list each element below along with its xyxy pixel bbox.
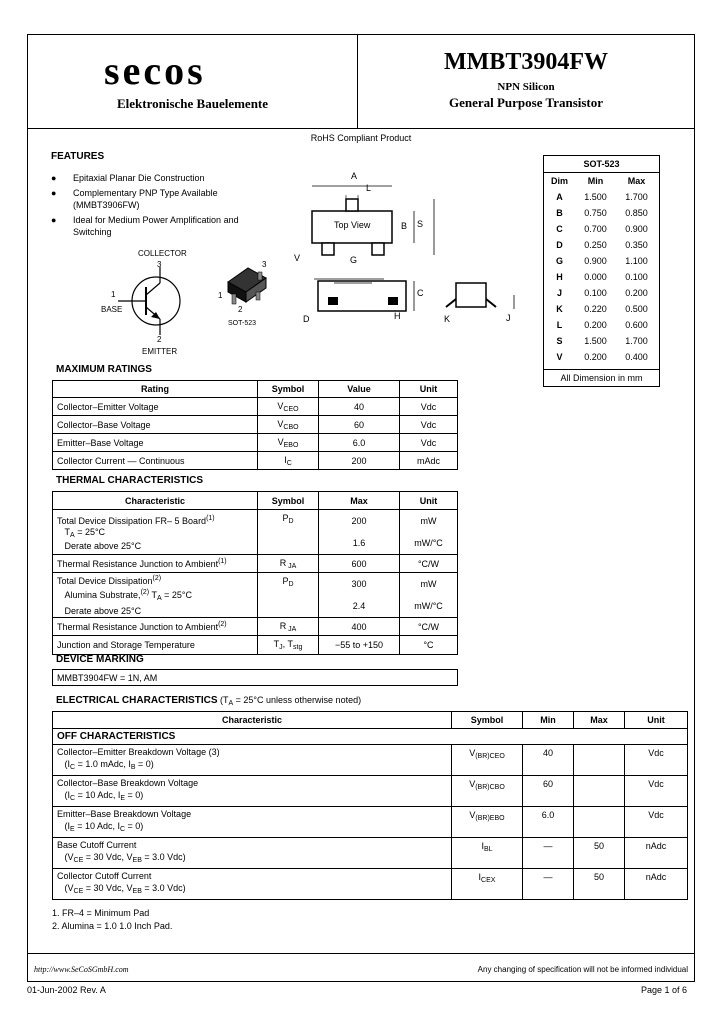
table-header-row — [53, 492, 458, 510]
subtitle-general: General Purpose Transistor — [448, 95, 604, 110]
secos-logo: secos — [104, 48, 206, 93]
npn-transistor-symbol-icon — [118, 267, 188, 335]
dim-label-g: G — [350, 255, 358, 265]
sub: EBO — [283, 441, 299, 449]
table-row — [53, 776, 688, 807]
text: mW/°C — [414, 601, 443, 611]
pkg-pin1: 1 — [218, 291, 223, 300]
max-cell: 0.100 — [625, 272, 648, 282]
table-row — [544, 221, 657, 237]
text: 300 — [351, 579, 367, 589]
min-cell: — — [523, 838, 574, 869]
unit-cell: nAdc — [625, 838, 688, 869]
max-cell — [574, 776, 625, 807]
sub: B — [130, 764, 136, 771]
device-marking-title: DEVICE MARKING — [56, 654, 144, 665]
table-row — [53, 452, 458, 470]
dim-label-l: L — [366, 183, 372, 193]
text: Thermal Resistance Junction to Ambient — [57, 559, 219, 569]
pkg-pin2: 2 — [238, 305, 243, 314]
text: (I — [64, 821, 71, 831]
max-ratings-table — [52, 380, 458, 470]
rohs-label: RoHS Compliant Product — [310, 133, 412, 143]
text: V — [469, 810, 476, 820]
sot523-footer: All Dimension in mm — [544, 369, 659, 386]
device-marking-box: MMBT3904FW = 1N, AM — [52, 669, 458, 686]
features-list — [51, 172, 271, 242]
dim-cell: H — [556, 272, 563, 282]
header-right — [358, 35, 694, 129]
table-row — [53, 510, 458, 555]
dim-label-k: K — [444, 314, 451, 324]
text: = 0) — [135, 759, 154, 769]
table-row — [53, 745, 688, 776]
dim-cell: K — [556, 304, 563, 314]
min-cell: 0.000 — [584, 272, 607, 282]
top-view-label: Top View — [334, 220, 371, 230]
dim-cell: L — [556, 320, 563, 330]
text: (I — [64, 759, 71, 769]
table-row — [53, 618, 458, 636]
text: , T — [282, 639, 293, 649]
col-rating: Rating — [53, 381, 258, 398]
text: V — [469, 748, 476, 758]
col-unit: Unit — [625, 712, 688, 729]
min-cell: 40 — [523, 745, 574, 776]
symbol-cell — [258, 452, 319, 470]
table-row — [544, 253, 657, 269]
sub: C — [70, 795, 76, 802]
text: = 25°C — [74, 526, 106, 537]
text: Collector–Emitter Breakdown Voltage (3) — [57, 747, 220, 757]
text: = 25°C — [161, 590, 193, 600]
feature-item: Switching — [73, 227, 112, 237]
min-cell: 0.200 — [584, 320, 607, 330]
sub: C — [70, 764, 76, 771]
symbol-cell — [452, 869, 523, 900]
col-dim: Dim — [550, 176, 568, 186]
dim-label-s: S — [417, 219, 424, 229]
thermal-char-2 — [53, 555, 258, 573]
text: 1.6 — [352, 538, 366, 548]
text: (V — [64, 852, 74, 862]
electrical-title-line — [56, 695, 361, 707]
sub: C — [286, 459, 292, 467]
min-cell: 1.500 — [584, 192, 607, 202]
table-row — [544, 317, 657, 333]
unit-cell: Vdc — [400, 434, 458, 452]
thermal-max-4: 400 — [319, 618, 400, 636]
feature-item: Ideal for Medium Power Amplification and — [73, 215, 239, 225]
table-header-row — [53, 381, 458, 398]
max-ratings-title: MAXIMUM RATINGS — [56, 364, 152, 375]
footer-page: Page 1 of 6 — [641, 985, 688, 995]
min-cell: 0.100 — [584, 288, 607, 298]
text: = 10 Adc, I — [75, 790, 121, 800]
sub: (BR)CEO — [475, 753, 505, 760]
max-cell — [574, 807, 625, 838]
table-row — [53, 869, 688, 900]
sub: BL — [483, 846, 493, 853]
pkg-pin3: 3 — [262, 260, 267, 269]
symbol-cell — [258, 434, 319, 452]
unit-cell: Vdc — [400, 416, 458, 434]
table-row — [53, 434, 458, 452]
table-row — [53, 573, 458, 618]
text: Thermal Resistance Junction to Ambient — [57, 622, 219, 632]
text: I — [478, 872, 482, 882]
col-unit: Unit — [400, 492, 458, 510]
sub: CE — [73, 888, 84, 895]
table-row — [53, 807, 688, 838]
max-cell: 50 — [574, 838, 625, 869]
value-cell: 200 — [319, 452, 400, 470]
dim-label-v: V — [294, 253, 301, 263]
symbol-cell — [452, 838, 523, 869]
bullet-icon: ● — [51, 188, 57, 198]
table-row — [544, 189, 657, 205]
sub: D — [288, 518, 294, 525]
footer-divider — [28, 953, 694, 954]
off-characteristics-title: OFF CHARACTERISTICS — [53, 729, 688, 745]
text: P — [282, 513, 289, 523]
col-unit: Unit — [400, 381, 458, 398]
sub: CBO — [283, 423, 299, 431]
dim-label-d: D — [303, 314, 310, 324]
thermal-title: THERMAL CHARACTERISTICS — [56, 475, 204, 486]
table-row — [53, 555, 458, 573]
min-cell: — — [523, 869, 574, 900]
text: (V — [64, 883, 74, 893]
text: Alumina Substrate, — [64, 590, 141, 600]
table-row — [544, 205, 657, 221]
symbol-cell — [452, 745, 523, 776]
symbol-cell — [452, 776, 523, 807]
min-cell: 0.700 — [584, 224, 607, 234]
text: 200 — [351, 516, 367, 526]
sub: CE — [73, 857, 84, 864]
text: Derate above 25°C — [64, 606, 142, 616]
thermal-char-4 — [53, 618, 258, 636]
characteristic-cell — [53, 838, 452, 869]
col-symbol: Symbol — [258, 492, 319, 510]
sub: D — [288, 581, 294, 588]
col-symbol: Symbol — [452, 712, 523, 729]
sot523-table — [544, 173, 657, 365]
max-cell: 1.100 — [625, 256, 648, 266]
sub: A — [228, 700, 234, 707]
thermal-unit-4: °C/W — [400, 618, 458, 636]
dim-cell: J — [556, 288, 562, 298]
text: I — [481, 841, 484, 851]
min-cell: 0.250 — [584, 240, 607, 250]
sub: JA — [286, 625, 297, 633]
bullet-icon: ● — [51, 215, 57, 225]
thermal-sym-2 — [258, 555, 319, 573]
table-row — [544, 237, 657, 253]
dim-label-c: C — [417, 288, 424, 298]
sup: (2) — [152, 575, 162, 582]
emitter-label: EMITTER — [142, 347, 178, 356]
table-header-row — [544, 173, 657, 189]
text: V — [277, 436, 284, 447]
thermal-max-2: 600 — [319, 555, 400, 573]
sub: CEX — [481, 877, 496, 884]
text: Derate above 25°C — [64, 540, 142, 551]
table-row — [53, 398, 458, 416]
note-2: 2. Alumina = 1.0 1.0 Inch Pad. — [52, 921, 173, 931]
company-name: Elektronische Bauelemente — [116, 96, 269, 111]
table-row — [53, 838, 688, 869]
col-characteristic: Characteristic — [53, 492, 258, 510]
thermal-sym-5 — [258, 636, 319, 655]
symbol-cell — [452, 807, 523, 838]
min-cell: 0.200 — [584, 352, 607, 362]
max-cell: 0.900 — [625, 224, 648, 234]
max-cell: 1.700 — [625, 192, 648, 202]
thermal-char-3 — [53, 573, 258, 618]
text: = 0) — [125, 790, 144, 800]
rating-cell: Collector–Base Voltage — [53, 416, 258, 434]
max-cell: 0.350 — [625, 240, 648, 250]
text: = 0) — [125, 821, 144, 831]
collector-label: COLLECTOR — [138, 249, 187, 258]
section-row — [53, 729, 688, 745]
symbol-cell — [258, 416, 319, 434]
thermal-max-5: −55 to +150 — [319, 636, 400, 655]
min-cell: 1.500 — [584, 336, 607, 346]
text: 2.4 — [352, 601, 366, 611]
thermal-unit-3 — [400, 573, 458, 618]
unit-cell: nAdc — [625, 869, 688, 900]
text: mW — [420, 516, 437, 526]
sub: (BR)EBO — [475, 815, 505, 822]
sot523-title: SOT-523 — [544, 156, 659, 173]
sot523-package-icon — [218, 260, 278, 320]
sub: (BR)CBO — [475, 784, 505, 791]
text: Collector–Base Breakdown Voltage — [57, 778, 199, 788]
table-row — [544, 349, 657, 365]
text: V — [277, 400, 284, 411]
base-label: BASE — [101, 305, 123, 314]
text: Emitter–Base Breakdown Voltage — [57, 809, 192, 819]
text: R — [279, 557, 287, 568]
sup: (2) — [140, 589, 150, 596]
sub: stg — [293, 644, 303, 651]
max-cell: 0.850 — [625, 208, 648, 218]
sup: (1) — [206, 514, 215, 522]
feature-item: Epitaxial Planar Die Construction — [73, 173, 205, 183]
text: V — [469, 779, 476, 789]
dim-cell: V — [556, 352, 563, 362]
thermal-unit-2: °C/W — [400, 555, 458, 573]
rating-cell: Collector–Emitter Voltage — [53, 398, 258, 416]
text: = 30 Vdc, V — [83, 852, 133, 862]
thermal-char-1 — [53, 510, 258, 555]
col-min: Min — [523, 712, 574, 729]
max-cell: 50 — [574, 869, 625, 900]
sub: A — [70, 531, 75, 539]
value-cell: 40 — [319, 398, 400, 416]
thermal-sym-1 — [258, 510, 319, 555]
col-min: Min — [587, 176, 604, 186]
features-title: FEATURES — [51, 151, 105, 162]
text: = 30 Vdc, V — [83, 883, 133, 893]
part-number: MMBT3904FW — [444, 49, 608, 75]
text: mW/°C — [414, 538, 443, 548]
unit-cell: Vdc — [625, 745, 688, 776]
min-cell: 0.900 — [584, 256, 607, 266]
text: = 3.0 Vdc) — [141, 852, 186, 862]
max-cell: 0.600 — [625, 320, 648, 330]
thermal-max-1 — [319, 510, 400, 555]
thermal-unit-5: °C — [400, 636, 458, 655]
note-1: 1. FR–4 = Minimum Pad — [52, 908, 150, 918]
dim-cell: C — [556, 224, 563, 234]
sub: CEO — [283, 405, 299, 413]
feature-item: Complementary PNP Type Available — [73, 188, 218, 198]
dim-cell: B — [556, 208, 563, 218]
electrical-table — [52, 711, 688, 900]
max-cell: 0.200 — [625, 288, 648, 298]
characteristic-cell — [53, 776, 452, 807]
sot523-table-box — [543, 155, 660, 387]
dim-cell: G — [555, 256, 563, 266]
text: I — [284, 454, 287, 465]
header-left — [28, 35, 358, 129]
thermal-sym-4 — [258, 618, 319, 636]
subtitle-npn: NPN Silicon — [497, 81, 555, 93]
max-cell: 0.400 — [625, 352, 648, 362]
pkg-caption: SOT-523 — [228, 320, 257, 327]
footer-notice: Any changing of specification will not be informed individual — [477, 965, 688, 974]
pin1-label: 1 — [111, 290, 116, 299]
table-row — [53, 416, 458, 434]
dim-label-b: B — [401, 221, 408, 231]
table-row — [544, 301, 657, 317]
col-symbol: Symbol — [258, 381, 319, 398]
table-row — [544, 285, 657, 301]
thermal-max-3 — [319, 573, 400, 618]
dim-label-a: A — [351, 171, 358, 181]
unit-cell: mAdc — [400, 452, 458, 470]
text: T — [64, 526, 71, 537]
text: = 10 Adc, I — [74, 821, 120, 831]
dim-cell: S — [556, 336, 563, 346]
table-row — [53, 636, 458, 655]
side-view-drawing-icon — [304, 275, 524, 335]
text: R — [279, 620, 287, 631]
min-cell: 0.750 — [584, 208, 607, 218]
sub: JA — [286, 562, 297, 570]
value-cell: 6.0 — [319, 434, 400, 452]
sub: A — [156, 595, 162, 602]
text: T — [149, 590, 157, 600]
sub: J — [279, 644, 283, 651]
text: V — [277, 418, 284, 429]
min-cell: 0.220 — [584, 304, 607, 314]
unit-cell: Vdc — [625, 776, 688, 807]
unit-cell: Vdc — [625, 807, 688, 838]
table-row — [544, 269, 657, 285]
symbol-cell — [258, 398, 319, 416]
text: = 1.0 mAdc, I — [75, 759, 131, 769]
sup: (2) — [218, 621, 227, 628]
text: T — [273, 639, 280, 649]
datasheet-frame — [27, 34, 695, 982]
col-max: Max — [319, 492, 400, 510]
unit-cell: Vdc — [400, 398, 458, 416]
table-header-row — [53, 712, 688, 729]
dim-label-h: H — [394, 311, 401, 321]
thermal-unit-1 — [400, 510, 458, 555]
max-cell — [574, 745, 625, 776]
footer-url[interactable]: http://www.SeCoSGmbH.com — [34, 965, 129, 974]
pin3-label: 3 — [157, 260, 162, 269]
thermal-sym-3 — [258, 573, 319, 618]
col-max: Max — [627, 176, 646, 186]
table-row — [544, 333, 657, 349]
dim-cell: A — [556, 192, 563, 202]
max-cell: 0.500 — [625, 304, 648, 314]
text: (T — [217, 695, 229, 705]
sub: EB — [132, 888, 142, 895]
characteristic-cell — [53, 745, 452, 776]
text: Collector Cutoff Current — [57, 871, 152, 881]
text: Total Device Dissipation FR– 5 Board — [57, 515, 207, 526]
max-cell: 1.700 — [625, 336, 648, 346]
sub: E — [120, 795, 126, 802]
col-value: Value — [319, 381, 400, 398]
dim-label-j: J — [506, 313, 511, 323]
text: mW — [420, 579, 437, 589]
dim-cell: D — [556, 240, 563, 250]
col-characteristic: Characteristic — [53, 712, 452, 729]
sub: C — [119, 826, 126, 833]
min-cell: 60 — [523, 776, 574, 807]
rating-cell: Emitter–Base Voltage — [53, 434, 258, 452]
text: = 25°C unless otherwise noted) — [233, 695, 362, 705]
text: (I — [64, 790, 71, 800]
text: Total Device Dissipation — [57, 576, 153, 586]
text: P — [282, 576, 289, 586]
sub: EB — [132, 857, 142, 864]
text: = 3.0 Vdc) — [141, 883, 186, 893]
footer-date: 01-Jun-2002 Rev. A — [27, 985, 106, 995]
text: Base Cutoff Current — [57, 840, 137, 850]
pin2-label: 2 — [157, 335, 162, 344]
sub: E — [70, 826, 75, 833]
min-cell: 6.0 — [523, 807, 574, 838]
feature-item: (MMBT3906FW) — [73, 200, 140, 210]
thermal-table — [52, 491, 458, 655]
rating-cell: Collector Current — Continuous — [53, 452, 258, 470]
value-cell: 60 — [319, 416, 400, 434]
bullet-icon: ● — [51, 173, 57, 183]
characteristic-cell — [53, 807, 452, 838]
thermal-char-5: Junction and Storage Temperature — [53, 636, 258, 655]
electrical-title: ELECTRICAL CHARACTERISTICS — [56, 695, 218, 706]
characteristic-cell — [53, 869, 452, 900]
sup: (1) — [218, 558, 227, 565]
col-max: Max — [574, 712, 625, 729]
